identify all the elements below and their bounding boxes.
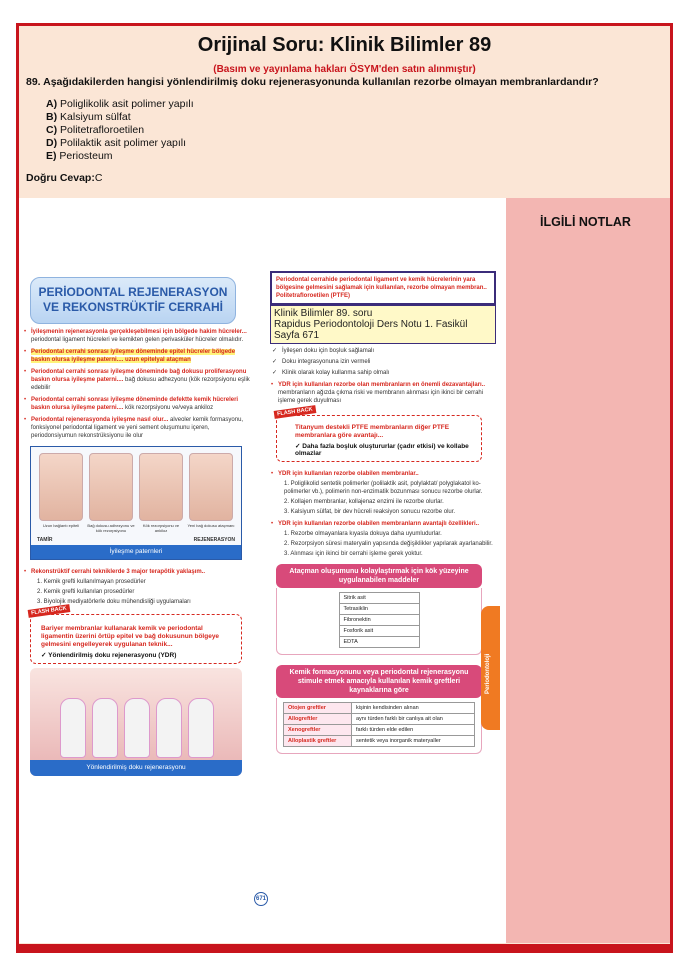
question-text: 89. Aşağıdakilerden hangisi yönlendirilmiş doku rejenerasyonunda kullanılan rezorbe olmayan membranlardandır? xyxy=(26,76,599,88)
attachment-agents-header: Ataçman oluşumunu kolaylaştırmak için kök yüzeyine uygulanabilen maddeler xyxy=(276,564,482,588)
attachment-agents-box xyxy=(276,588,482,655)
list-item: 2. Kollajen membranlar, kollajenaz enzimi ile rezorbe olurlar. xyxy=(284,499,444,505)
recon-title: • Rekonstrüktif cerrahi tekniklerde 3 major terapötik yaklaşım.. xyxy=(23,568,255,576)
check-item: ✓ İyileşen doku için boşluk sağlamalı xyxy=(270,347,496,355)
figure-caption: Kök rezorpsiyonu ve ankiloz xyxy=(142,523,180,533)
reference-overlay: Klinik Bilimler 89. soru Rapidus Periodontoloji Ders Notu 1. Fasikül Sayfa 671 xyxy=(270,305,496,344)
correct-answer: Doğru Cevap:C xyxy=(26,172,103,184)
option-c: C) Politetrafloroetilen xyxy=(46,124,145,136)
tooth-shape xyxy=(60,698,86,758)
list-item: 2. Rezorpsiyon süresi materyalin yapısında değişiklikler yapılarak ayarlanabilir. xyxy=(284,541,493,547)
figure-label: İyileşme paternleri xyxy=(31,545,241,559)
table-row: Sitrik asit xyxy=(339,593,419,604)
gtr-figure xyxy=(30,668,242,776)
check-item: ✓ Klinik olarak kolay kullanma sahip olmalı xyxy=(270,369,496,377)
tooth-shape xyxy=(92,698,118,758)
healing-patterns-figure xyxy=(30,446,242,560)
bone-grafts-box xyxy=(276,698,482,754)
bullet: • Periodontal cerrahi sonrası iyileşme döneminde epitel hücreler bölgede baskın olursa iyileşme paterni.... uzun epitelyal ataçman xyxy=(23,348,255,364)
figure-caption: Yeni bağ dokusu ataçmanı xyxy=(187,523,235,528)
tooth-figure xyxy=(189,453,233,521)
table-row: Xenogreftler farklı türden elde edilen xyxy=(284,725,475,736)
option-d: D) Polilaktik asit polimer yapılı xyxy=(46,137,187,149)
tooth-figure xyxy=(89,453,133,521)
question-header xyxy=(19,26,670,198)
chapter-banner: PERİODONTAL REJENERASYON VE REKONSTRÜKTİF CERRAHİ xyxy=(30,277,236,324)
bone-grafts-table xyxy=(283,702,475,747)
table-row: Alloplastik greftler sentetik veya inorganik materyaller xyxy=(284,736,475,747)
tooth-figure xyxy=(39,453,83,521)
bullet: • Periodontal cerrahi sonrası iyileşme döneminde bağ dokusu proliferasyonu baskın olursa iyileşme paterni.... bağ dokusu adhezyonu (kök rezorpsiyonu eşlik edebilir xyxy=(23,368,255,392)
answer-value: C xyxy=(94,172,103,184)
tooth-shape xyxy=(156,698,182,758)
list-item: 3. Alınması için ikinci bir cerrahi işleme gerek yoktur. xyxy=(284,551,423,557)
flashback-answer: ✓ Daha fazla boşluk oluştururlar (çadır etkisi) ve kollabe olmazlar xyxy=(295,443,469,457)
bone-grafts-header: Kemik formasyonunu veya periodontal rejenerasyonu stimule etmek amacıyla kullanılan kemik greftleri kaynaklarına göre xyxy=(276,665,482,698)
notes-panel xyxy=(506,198,670,943)
list-item: 1. Poliglikolid sentetik polimerler (polilaktik asit, polylaktat/ polyglakatol ko-polimerler vb.), polimerin non-enzimatik bozunması sonucu rezorbe olurlar. xyxy=(284,481,483,495)
flashback-text: Titanyum destekli PTFE membranların diğer PTFE membranlara göre avantajı... xyxy=(295,424,450,439)
table-row: Fibronektin xyxy=(339,615,419,626)
resorb-title: • YDR için kullanılan rezorbe olabilen membranlar.. xyxy=(270,470,496,478)
bottom-bar xyxy=(16,944,673,953)
list-item: 3. Biyolojik mediyatörlerle doku mühendisliği uygulamaları xyxy=(37,599,191,605)
flashback-tag: FLASH BACK xyxy=(274,405,316,419)
flashback-box xyxy=(276,406,482,462)
table-row: Fosforik asit xyxy=(339,626,419,637)
book-right-column xyxy=(270,271,496,754)
bullet: • Periodontal cerrahi sonrası iyileşme döneminde defektte kemik hücreleri baskın olursa iyileşme paterni.... kök rezorpsiyonu ve/veya ankiloz xyxy=(23,396,255,412)
figure-caption: Bağ dokusu adhezyonu ve kök rezorpsiyonu xyxy=(87,523,135,533)
notes-title: İLGİLİ NOTLAR xyxy=(540,215,631,229)
list-item: 1. Rezorbe olmayanlara kıyasla dokuya daha uyumludurlar. xyxy=(284,531,442,537)
figure-label: Yönlendirilmiş doku rejenerasyonu xyxy=(30,760,242,776)
book-page-image xyxy=(20,264,500,914)
copyright-note: (Basım ve yayınlama hakları ÖSYM'den satın alınmıştır) xyxy=(213,64,476,75)
option-e: E) Periosteum xyxy=(46,150,113,162)
highlight-box: Periodontal cerrahide periodontal ligament ve kemik hücrelerinin yara bölgesine gelmesini sağlamak için kullanılan, rezorbe olmayan membran.. Politetrafloroetilen (PTFE) xyxy=(270,271,496,305)
tooth-shape xyxy=(188,698,214,758)
page-title: Orijinal Soru: Klinik Bilimler 89 xyxy=(197,34,492,56)
options-list xyxy=(46,98,194,163)
flashback-answer: ✓ Yönlendirilmiş doku rejenerasyonu (YDR) xyxy=(41,652,177,659)
resorb-adv-title: • YDR için kullanılan rezorbe olabilen membranların avantajlı özellikleri.. xyxy=(270,520,496,528)
option-a: A) Poliglikolik asit polimer yapılı xyxy=(46,98,194,110)
table-row: Tetrasiklin xyxy=(339,604,419,615)
bullet: • YDR için kullanılan rezorbe olan membranların en önemli dezavantajları.. membranların ağızda çıkma riski ve membranın alınması için ikinci bir cerrahi işleme gerek duyulması xyxy=(270,381,496,405)
bullet: • İyileşmenin rejenerasyonla gerçekleşebilmesi için bölgede hakim hücreler... periodontal ligament hücreleri ve kemikten gelen perivasküler hücreler olmalıdır. xyxy=(23,328,255,344)
page-number: 671 xyxy=(254,892,268,906)
section-side-tab: Periodontoloji xyxy=(481,606,500,730)
list-item: 3. Kalsiyum sülfat, bir dev hücreli reaksiyon sonucu rezorbe olur. xyxy=(284,509,456,515)
list-item: 1. Kemik grefti kullanılmayan prosedürler xyxy=(37,579,146,585)
bullet: • Periodontal rejenerasyonda iyileşme nasıl olur... alveoler kemik formasyonu, fonksiyonel periodontal ligament ve yeni sement oluşumunu içeren, periodonsiyumun rekonstrüksiyonu ile olur xyxy=(23,416,255,440)
flashback-box xyxy=(30,605,242,664)
option-b: B) Kalsiyum sülfat xyxy=(46,111,131,123)
tooth-figure xyxy=(139,453,183,521)
table-row: Allogreftler aynı türden farklı bir canlıya ait olan xyxy=(284,714,475,725)
figure-caption: Uzun bağlantı epiteli xyxy=(42,523,80,528)
table-row: EDTA xyxy=(339,637,419,648)
check-item: ✓ Doku integrasyonuna izin vermeli xyxy=(270,358,496,366)
flashback-tag: FLASH BACK xyxy=(28,604,70,618)
attachment-agents-table xyxy=(339,592,420,648)
book-left-column xyxy=(23,277,255,776)
axis-regeneration: REJENERASYON xyxy=(193,537,235,543)
axis-repair: TAMİR xyxy=(37,537,53,543)
table-row: Otojen greftler kişinin kendisinden alınan xyxy=(284,703,475,714)
flashback-text: Bariyer membranlar kullanarak kemik ve periodontal ligamentin üzerini örtüp epitel ve bağ dokusunun bölgeye gelmesini engelleyerek uygulanan teknik... xyxy=(41,625,220,648)
list-item: 2. Kemik grefti kullanılan prosedürler xyxy=(37,589,135,595)
tooth-shape xyxy=(124,698,150,758)
